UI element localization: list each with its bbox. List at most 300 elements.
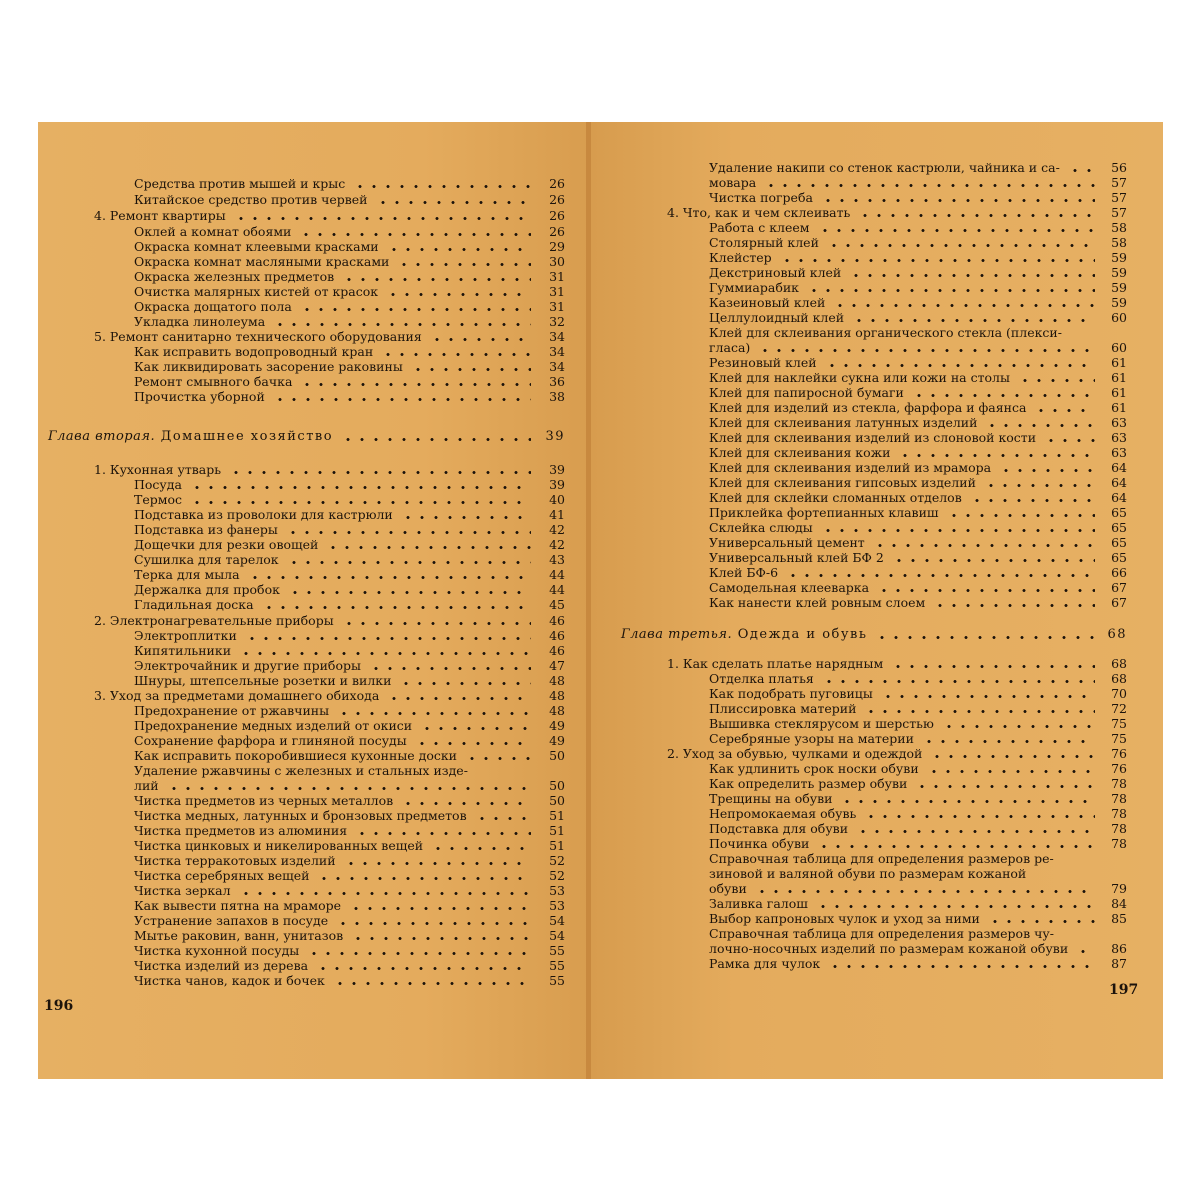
dot-leader bbox=[239, 643, 531, 658]
toc-entry bbox=[38, 477, 589, 492]
entry-title bbox=[709, 595, 925, 610]
toc-entry bbox=[38, 269, 589, 284]
entry-title bbox=[134, 239, 379, 254]
toc-entry bbox=[591, 956, 1163, 971]
entry-page-number: 51 bbox=[549, 823, 565, 838]
toc-entry bbox=[591, 295, 1163, 310]
dot-leader bbox=[1034, 400, 1095, 415]
toc-entry bbox=[591, 310, 1163, 325]
dot-leader bbox=[915, 776, 1095, 791]
entry-page-number: 68 bbox=[1107, 627, 1127, 642]
entry-title bbox=[134, 628, 237, 643]
entry-title bbox=[709, 505, 939, 520]
entry-text: Как нанести клей ровным слоем bbox=[709, 595, 926, 610]
entry-page-number: 29 bbox=[549, 239, 565, 254]
entry-page-number: 42 bbox=[549, 522, 565, 537]
entry-title bbox=[134, 733, 407, 748]
dot-leader bbox=[369, 658, 531, 673]
toc-entry bbox=[38, 838, 589, 853]
entry-title bbox=[709, 475, 976, 490]
toc-entry bbox=[38, 374, 589, 389]
toc-entry bbox=[38, 492, 589, 507]
dot-leader bbox=[475, 808, 531, 823]
entry-page-number: 39 bbox=[549, 477, 565, 492]
entry-page-number: 59 bbox=[1111, 295, 1127, 310]
dot-leader bbox=[764, 175, 1095, 190]
entry-text: лочно-носочных изделий по размерам кожаной обуви bbox=[709, 941, 1069, 956]
entry-text: Клей для склеивания кожи bbox=[709, 445, 891, 460]
entry-page-number: 55 bbox=[549, 973, 565, 988]
entry-page-number: 32 bbox=[549, 314, 565, 329]
dot-leader bbox=[381, 344, 531, 359]
entry-text: Чистка кухонной посуды bbox=[134, 943, 300, 958]
entry-text: Казеиновый клей bbox=[709, 295, 826, 310]
entry-page-number: 60 bbox=[1111, 340, 1127, 355]
dot-leader bbox=[397, 254, 531, 269]
entry-page-number: 65 bbox=[1111, 535, 1127, 550]
section-entry bbox=[38, 613, 589, 628]
entry-text: Прочистка уборной bbox=[134, 389, 265, 404]
entry-title bbox=[134, 176, 345, 191]
toc-entry bbox=[591, 520, 1163, 535]
entry-page-number: 65 bbox=[1111, 550, 1127, 565]
chapter-prefix: Глава вторая. bbox=[48, 429, 156, 444]
toc-entry bbox=[38, 868, 589, 883]
entry-text: Ремонт смывного бачка bbox=[134, 374, 293, 389]
toc-entry bbox=[38, 823, 589, 838]
entry-title bbox=[709, 370, 1010, 385]
dot-leader bbox=[758, 340, 1095, 355]
entry-title bbox=[709, 310, 844, 325]
entry-page-number: 78 bbox=[1111, 806, 1127, 821]
entry-page-number: 57 bbox=[1111, 175, 1127, 190]
toc-entry bbox=[591, 686, 1163, 701]
entry-page-number: 72 bbox=[1111, 701, 1127, 716]
toc-entry bbox=[38, 883, 589, 898]
dot-leader bbox=[818, 220, 1095, 235]
toc-entry bbox=[591, 836, 1163, 851]
entry-page-number: 44 bbox=[549, 582, 565, 597]
entry-text: 4. Ремонт квартиры bbox=[94, 208, 226, 223]
toc-entry bbox=[591, 220, 1163, 235]
section-entry bbox=[38, 462, 589, 477]
entry-page-number: 85 bbox=[1111, 911, 1127, 926]
entry-page-number: 49 bbox=[549, 718, 565, 733]
dot-leader bbox=[401, 793, 531, 808]
entry-text: Средства против мышей и крыс bbox=[134, 176, 346, 191]
entry-text: Столярный клей bbox=[709, 235, 819, 250]
entry-text: Как ликвидировать засорение раковины bbox=[134, 359, 403, 374]
entry-text: Окраска железных предметов bbox=[134, 269, 335, 284]
toc-entry bbox=[38, 239, 589, 254]
entry-title bbox=[709, 806, 856, 821]
toc-entry bbox=[591, 565, 1163, 580]
dot-leader bbox=[827, 235, 1095, 250]
entry-page-number: 70 bbox=[1111, 686, 1127, 701]
toc-entry bbox=[591, 821, 1163, 836]
entry-title bbox=[134, 254, 389, 269]
toc-entry bbox=[591, 595, 1163, 610]
entry-page-number: 50 bbox=[549, 778, 565, 793]
entry-text: Декстриновый клей bbox=[709, 265, 842, 280]
entry-text: Клей БФ-6 bbox=[709, 565, 779, 580]
dot-leader bbox=[299, 224, 531, 239]
dot-leader bbox=[300, 374, 531, 389]
entry-page-number: 87 bbox=[1111, 956, 1127, 971]
entry-page-number: 78 bbox=[1111, 836, 1127, 851]
dot-leader bbox=[891, 656, 1095, 671]
toc-entry bbox=[591, 475, 1163, 490]
entry-page-number: 39 bbox=[549, 462, 565, 477]
entry-page-number: 78 bbox=[1111, 821, 1127, 836]
entry-text: Очистка малярных кистей от красок bbox=[134, 284, 379, 299]
entry-title bbox=[134, 522, 278, 537]
toc-entry bbox=[38, 507, 589, 522]
toc-entry bbox=[38, 567, 589, 582]
entry-title bbox=[134, 269, 334, 284]
entry-page-number: 65 bbox=[1111, 520, 1127, 535]
dot-leader bbox=[286, 522, 531, 537]
entry-title bbox=[134, 793, 393, 808]
entry-text: Починка обуви bbox=[709, 836, 810, 851]
toc-entry bbox=[591, 851, 1163, 866]
dot-leader bbox=[970, 490, 1095, 505]
entry-title bbox=[709, 490, 962, 505]
entry-page-number: 41 bbox=[549, 507, 565, 522]
entry-text: Одежда и обувь bbox=[737, 627, 868, 642]
toc-entry bbox=[38, 958, 589, 973]
entry-page-number: 34 bbox=[549, 359, 565, 374]
toc-entry bbox=[38, 597, 589, 612]
entry-text: Кипятильники bbox=[134, 643, 232, 658]
toc-entry bbox=[591, 761, 1163, 776]
toc-entry bbox=[591, 926, 1163, 941]
entry-page-number: 67 bbox=[1111, 595, 1127, 610]
entry-text: Клей для склеивания изделий из слоновой кости bbox=[709, 430, 1037, 445]
entry-text: лий bbox=[134, 778, 159, 793]
dot-leader bbox=[234, 208, 531, 223]
entry-title bbox=[709, 250, 772, 265]
dot-leader bbox=[864, 701, 1095, 716]
entry-text: Как исправить покоробившиеся кухонные доски bbox=[134, 748, 458, 763]
entry-text: Гуммиарабик bbox=[709, 280, 799, 295]
entry-text: Универсальный клей БФ 2 bbox=[709, 550, 884, 565]
entry-title bbox=[709, 821, 848, 836]
dot-leader bbox=[821, 520, 1095, 535]
entry-page-number: 57 bbox=[1111, 205, 1127, 220]
entry-title bbox=[134, 748, 457, 763]
dot-leader bbox=[248, 567, 531, 582]
entry-title bbox=[134, 703, 329, 718]
section-entry bbox=[591, 656, 1163, 671]
entry-title bbox=[709, 355, 817, 370]
entry-title bbox=[134, 673, 391, 688]
entry-title bbox=[709, 175, 756, 190]
entry-title bbox=[709, 836, 809, 851]
entry-title bbox=[709, 716, 934, 731]
entry-text: Предохранение медных изделий от окиси bbox=[134, 718, 413, 733]
entry-page-number: 66 bbox=[1111, 565, 1127, 580]
entry-title bbox=[709, 671, 814, 686]
dot-leader bbox=[342, 269, 531, 284]
entry-title bbox=[134, 359, 403, 374]
entry-title bbox=[134, 718, 412, 733]
toc-entry bbox=[591, 370, 1163, 385]
dot-leader bbox=[386, 284, 531, 299]
dot-leader bbox=[273, 314, 531, 329]
dot-leader bbox=[922, 731, 1095, 746]
entry-page-number: 36 bbox=[549, 374, 565, 389]
entry-title bbox=[134, 883, 231, 898]
dot-leader bbox=[342, 613, 531, 628]
toc-entry bbox=[38, 748, 589, 763]
entry-page-number: 46 bbox=[549, 643, 565, 658]
entry-text: Клей для наклейки сукна или кожи на столы bbox=[709, 370, 1010, 385]
entry-text: Укладка линолеума bbox=[134, 314, 266, 329]
entry-text: Как определить размер обуви bbox=[709, 776, 908, 791]
entry-text: Чистка серебряных вещей bbox=[134, 868, 310, 883]
entry-title bbox=[134, 943, 299, 958]
entry-page-number: 42 bbox=[549, 537, 565, 552]
entry-title bbox=[134, 314, 265, 329]
entry-text: гласа) bbox=[709, 340, 751, 355]
entry-title bbox=[709, 701, 856, 716]
entry-text: Чистка чанов, кадок и бочек bbox=[134, 973, 325, 988]
entry-page-number: 30 bbox=[549, 254, 565, 269]
entry-title bbox=[134, 597, 254, 612]
entry-page-number: 34 bbox=[549, 329, 565, 344]
entry-title bbox=[134, 853, 336, 868]
entry-text: Заливка галош bbox=[709, 896, 808, 911]
dot-leader bbox=[344, 853, 531, 868]
entry-page-number: 76 bbox=[1111, 761, 1127, 776]
toc-entry bbox=[591, 896, 1163, 911]
toc-entry bbox=[591, 340, 1163, 355]
entry-page-number: 48 bbox=[549, 688, 565, 703]
entry-page-number: 60 bbox=[1111, 310, 1127, 325]
entry-text: Выбор капроновых чулок и уход за ними bbox=[709, 911, 980, 926]
entry-title bbox=[134, 284, 378, 299]
entry-page-number: 68 bbox=[1111, 671, 1127, 686]
entry-page-number: 51 bbox=[549, 808, 565, 823]
dot-leader bbox=[1068, 160, 1095, 175]
dot-leader bbox=[387, 688, 531, 703]
entry-title bbox=[134, 567, 240, 582]
entry-title bbox=[94, 329, 422, 344]
dot-leader bbox=[415, 733, 531, 748]
dot-leader bbox=[822, 671, 1095, 686]
entry-text: Справочная таблица для определения размеров чу- bbox=[709, 926, 1054, 941]
entry-page-number: 61 bbox=[1111, 385, 1127, 400]
entry-title bbox=[94, 613, 334, 628]
dot-leader bbox=[229, 462, 531, 477]
section-entry bbox=[38, 329, 589, 344]
dot-leader bbox=[167, 778, 531, 793]
entry-text: 1. Как сделать платье нарядным bbox=[667, 656, 884, 671]
toc-entry bbox=[591, 505, 1163, 520]
entry-title bbox=[134, 582, 280, 597]
entry-text: Подставка из проволоки для кастрюли bbox=[134, 507, 393, 522]
dot-leader bbox=[927, 761, 1095, 776]
entry-title bbox=[134, 763, 468, 778]
entry-text: Чистка медных, латунных и бронзовых предметов bbox=[134, 808, 467, 823]
toc-entry bbox=[38, 344, 589, 359]
toc-entry bbox=[591, 190, 1163, 205]
toc-entry bbox=[591, 355, 1163, 370]
entry-text: Посуда bbox=[134, 477, 182, 492]
dot-leader bbox=[786, 565, 1095, 580]
entry-page-number: 52 bbox=[549, 868, 565, 883]
entry-text: Клей для изделий из стекла, фарфора и фаянса bbox=[709, 400, 1027, 415]
entry-text: Клей для склеивания органического стекла (плекси- bbox=[709, 325, 1062, 340]
dot-leader bbox=[840, 791, 1095, 806]
section-entry bbox=[591, 205, 1163, 220]
toc-entry bbox=[38, 658, 589, 673]
entry-title bbox=[134, 868, 309, 883]
entry-title bbox=[134, 958, 308, 973]
entry-page-number: 61 bbox=[1111, 370, 1127, 385]
dot-leader bbox=[898, 445, 1095, 460]
toc-entry bbox=[38, 537, 589, 552]
dot-leader bbox=[351, 928, 531, 943]
dot-leader bbox=[420, 718, 531, 733]
entry-text: Приклейка фортепианных клавиш bbox=[709, 505, 939, 520]
dot-leader bbox=[355, 823, 531, 838]
dot-leader bbox=[947, 505, 1095, 520]
entry-title bbox=[134, 224, 291, 239]
entry-text: Как вывести пятна на мраморе bbox=[134, 898, 342, 913]
dot-leader bbox=[933, 595, 1095, 610]
entry-text: Резиновый клей bbox=[709, 355, 817, 370]
entry-page-number: 38 bbox=[549, 389, 565, 404]
dot-leader bbox=[755, 881, 1095, 896]
section-entry bbox=[38, 208, 589, 223]
entry-title bbox=[134, 192, 368, 207]
dot-leader bbox=[877, 580, 1095, 595]
entry-text: Самодельная клееварка bbox=[709, 580, 870, 595]
entry-page-number: 31 bbox=[549, 269, 565, 284]
dot-leader bbox=[317, 868, 531, 883]
entry-text: Трещины на обуви bbox=[709, 791, 833, 806]
entry-title bbox=[94, 688, 379, 703]
entry-page-number: 40 bbox=[549, 492, 565, 507]
entry-title bbox=[709, 235, 819, 250]
entry-text: Клей для склеивания латунных изделий bbox=[709, 415, 978, 430]
dot-leader bbox=[349, 898, 531, 913]
dot-leader bbox=[881, 686, 1095, 701]
entry-title bbox=[709, 535, 865, 550]
dot-leader bbox=[376, 192, 531, 207]
entry-title bbox=[709, 881, 747, 896]
entry-page-number: 65 bbox=[1111, 505, 1127, 520]
entry-title bbox=[709, 866, 1026, 881]
toc-entry bbox=[591, 731, 1163, 746]
entry-text: 1. Кухонная утварь bbox=[94, 462, 222, 477]
entry-page-number: 48 bbox=[549, 703, 565, 718]
entry-title bbox=[134, 898, 341, 913]
entry-text: Универсальный цемент bbox=[709, 535, 865, 550]
entry-title bbox=[709, 761, 919, 776]
entry-page-number: 63 bbox=[1111, 415, 1127, 430]
entry-text: Работа с клеем bbox=[709, 220, 810, 235]
section-entry bbox=[591, 746, 1163, 761]
entry-page-number: 44 bbox=[549, 567, 565, 582]
dot-leader bbox=[828, 956, 1095, 971]
entry-page-number: 53 bbox=[549, 898, 565, 913]
dot-leader bbox=[411, 359, 531, 374]
dot-leader bbox=[337, 703, 531, 718]
entry-text: Чистка изделий из дерева bbox=[134, 958, 309, 973]
entry-page-number: 26 bbox=[549, 208, 565, 223]
toc-entry bbox=[38, 552, 589, 567]
entry-title bbox=[134, 477, 182, 492]
toc-entry bbox=[38, 718, 589, 733]
entry-title bbox=[709, 340, 750, 355]
entry-page-number: 45 bbox=[549, 597, 565, 612]
entry-text: Электроплитки bbox=[134, 628, 237, 643]
entry-page-number: 43 bbox=[549, 552, 565, 567]
dot-leader bbox=[341, 429, 531, 444]
entry-text: Как подобрать пуговицы bbox=[709, 686, 873, 701]
entry-title bbox=[709, 851, 1054, 866]
dot-leader bbox=[984, 475, 1095, 490]
entry-text: Как исправить водопроводный кран bbox=[134, 344, 374, 359]
toc-entry bbox=[591, 806, 1163, 821]
entry-text: Гладильная доска bbox=[134, 597, 254, 612]
toc-entry bbox=[38, 643, 589, 658]
toc-entry bbox=[591, 701, 1163, 716]
entry-text: Клей для склейки сломанных отделов bbox=[709, 490, 962, 505]
entry-page-number: 53 bbox=[549, 883, 565, 898]
toc-entry bbox=[591, 881, 1163, 896]
dot-leader bbox=[190, 477, 531, 492]
dot-leader bbox=[431, 838, 531, 853]
entry-title bbox=[709, 791, 832, 806]
entry-title bbox=[709, 160, 1060, 175]
entry-page-number: 63 bbox=[1111, 445, 1127, 460]
dot-leader bbox=[817, 836, 1095, 851]
dot-leader bbox=[816, 896, 1095, 911]
entry-title bbox=[134, 973, 325, 988]
toc-entry bbox=[591, 941, 1163, 956]
entry-title bbox=[709, 580, 869, 595]
dot-leader bbox=[999, 460, 1095, 475]
entry-text: Подставка для обуви bbox=[709, 821, 849, 836]
entry-page-number: 86 bbox=[1111, 941, 1127, 956]
toc-entry bbox=[591, 160, 1163, 175]
dot-leader bbox=[307, 943, 531, 958]
toc-entry bbox=[591, 460, 1163, 475]
toc-entry bbox=[38, 359, 589, 374]
entry-title bbox=[667, 656, 883, 671]
entry-page-number: 26 bbox=[549, 176, 565, 191]
entry-page-number: 31 bbox=[549, 284, 565, 299]
toc-entry bbox=[38, 853, 589, 868]
toc-entry bbox=[38, 628, 589, 643]
right-page bbox=[591, 122, 1163, 1079]
dot-leader bbox=[239, 883, 531, 898]
entry-title bbox=[621, 627, 867, 642]
toc-entry bbox=[591, 911, 1163, 926]
entry-page-number: 78 bbox=[1111, 776, 1127, 791]
toc-entry bbox=[591, 400, 1163, 415]
dot-leader bbox=[858, 205, 1095, 220]
dot-leader bbox=[930, 746, 1095, 761]
entry-title bbox=[134, 658, 361, 673]
entry-text: Клей для папиросной бумаги bbox=[709, 385, 904, 400]
entry-text: Чистка зеркал bbox=[134, 883, 231, 898]
entry-text: Плиссировка материй bbox=[709, 701, 857, 716]
